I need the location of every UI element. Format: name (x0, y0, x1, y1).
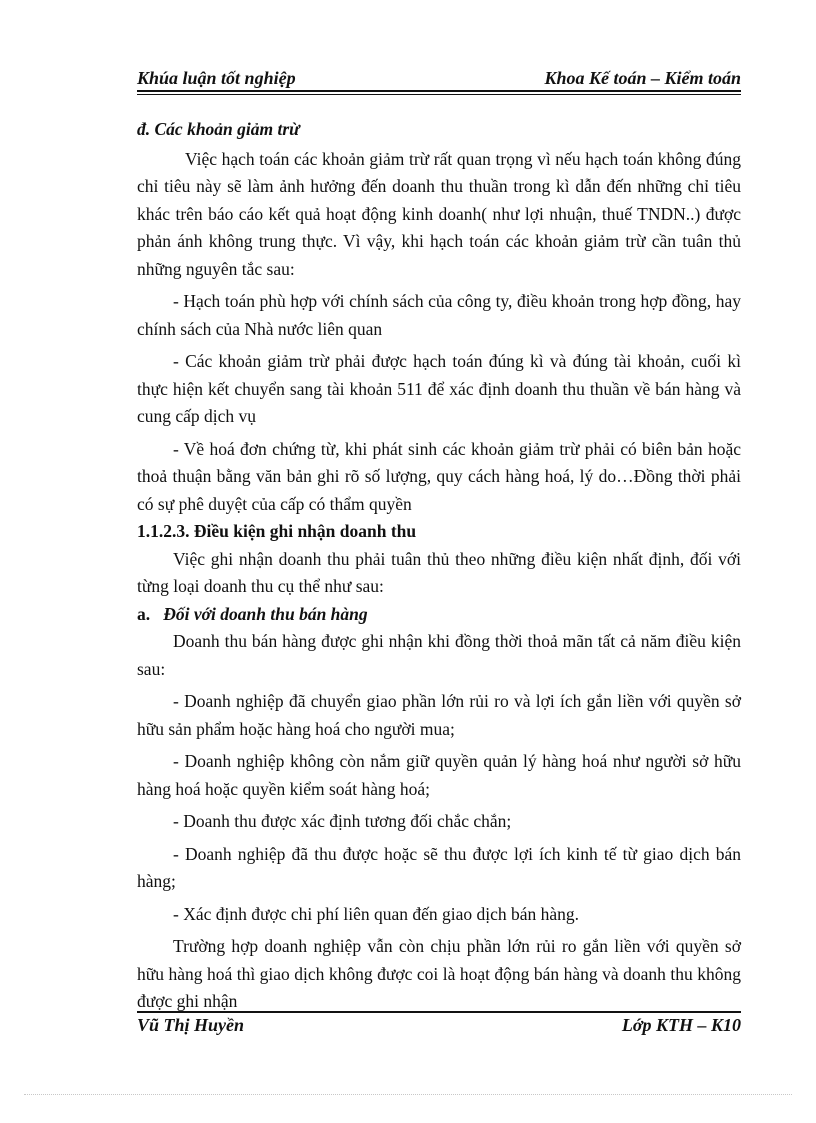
page-content (137, 116, 741, 1016)
item-a-label: a. (137, 603, 151, 624)
header-thesis-title: Khúa luận tốt nghiệp (137, 68, 296, 88)
page-header (137, 68, 741, 92)
item-a-intro: Doanh thu bán hàng được ghi nhận khi đồng thời thoả mãn tất cả năm điều kiện sau: (137, 631, 741, 679)
page-footer (137, 1011, 741, 1036)
condition-item: - Doanh nghiệp đã thu được hoặc sẽ thu được lợi ích kinh tế từ giao dịch bán hàng; (137, 843, 741, 891)
header-faculty: Khoa Kế toán – Kiểm toán (544, 68, 741, 88)
principle-item: - Các khoản giảm trừ phải được hạch toán đúng kì và đúng tài khoản, cuối kì thực hiện kết chuyển sang tài khoản 511 để xác định doanh thu thuần về bán hàng và cung cấp dịch vụ (137, 351, 741, 426)
closing-paragraph: Trường hợp doanh nghiệp vẫn còn chịu phần lớn rủi ro gắn liền với quyền sở hữu hàng hoá thì giao dịch không được coi là hoạt động bán hàng và doanh thu không được ghi nhận (137, 936, 741, 1011)
item-a-title: Đối với doanh thu bán hàng (163, 603, 368, 624)
footer-author: Vũ Thị Huyền (137, 1015, 245, 1035)
footer-class: Lớp KTH – K10 (621, 1015, 741, 1035)
section-intro: Việc ghi nhận doanh thu phải tuân thủ theo những điều kiện nhất định, đối với từng loại doanh thu cụ thể như sau: (137, 548, 741, 596)
section-heading: 1.1.2.3. Điều kiện ghi nhận doanh thu (137, 521, 417, 541)
page-bottom-divider (24, 1094, 792, 1095)
principle-item: - Về hoá đơn chứng từ, khi phát sinh các khoản giảm trừ phải có biên bản hoặc thoả thuận bằng văn bản ghi rõ số lượng, quy cách hàng hoá, lý do…Đồng thời phải có sự phê duyệt của cấp có thẩm quyền (137, 438, 741, 514)
condition-item: - Doanh thu được xác định tương đối chắc chắn; (173, 811, 512, 831)
condition-item: - Doanh nghiệp đã chuyển giao phần lớn rủi ro và lợi ích gắn liền với quyền sở hữu sản phẩm hoặc hàng hoá cho người mua; (137, 691, 741, 739)
condition-item: - Doanh nghiệp không còn nắm giữ quyền quản lý hàng hoá như người sở hữu hàng hoá hoặc quyền kiểm soát hàng hoá; (137, 751, 741, 799)
condition-item: - Xác định được chi phí liên quan đến giao dịch bán hàng. (173, 903, 580, 924)
principle-item: - Hạch toán phù hợp với chính sách của công ty, điều khoản trong hợp đồng, hay chính sách của Nhà nước liên quan (137, 291, 741, 339)
intro-paragraph: Việc hạch toán các khoản giảm trừ rất quan trọng vì nếu hạch toán không đúng chỉ tiêu này sẽ làm ảnh hưởng đến doanh thu thuần trong kì dẫn đến những chỉ tiêu khác trên báo cáo kết quả hoạt động kinh doanh( như lợi nhuận, thuế TNDN..) được phản ánh không trung thực. Vì vậy, khi hạch toán các khoản giảm trừ cần tuân thủ những nguyên tắc sau: (137, 148, 741, 279)
subsection-heading: đ. Các khoản giảm trừ (137, 119, 300, 139)
item-a-heading (137, 601, 741, 629)
